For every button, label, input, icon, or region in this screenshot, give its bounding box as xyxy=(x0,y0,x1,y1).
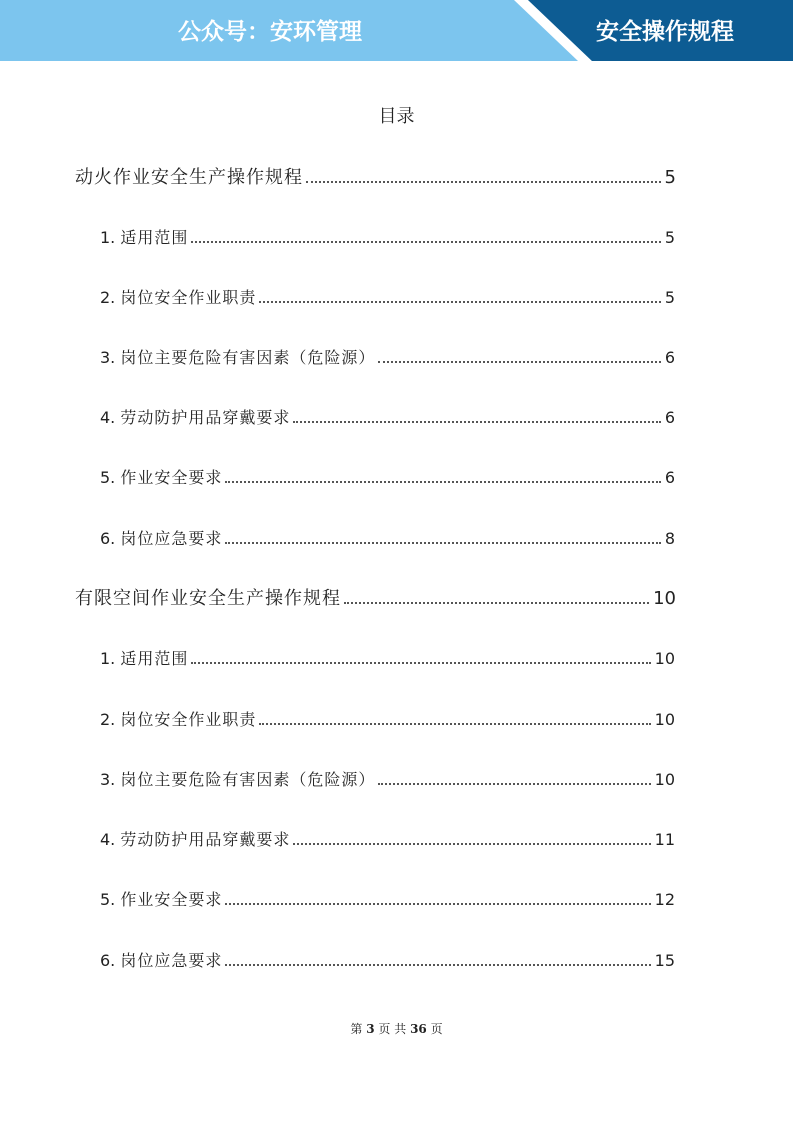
header-banner xyxy=(0,0,793,61)
toc-item-label: 作业安全要求 xyxy=(120,890,223,909)
toc-item-label: 岗位应急要求 xyxy=(120,951,223,970)
toc-item-number: 6. xyxy=(100,529,116,548)
toc-dot-leader xyxy=(225,542,660,544)
toc-dot-leader xyxy=(344,602,649,604)
header-doc-title: 安全操作规程 xyxy=(596,19,734,45)
toc-section-title: 动火作业安全生产操作规程 xyxy=(75,167,303,188)
toc-item[interactable] xyxy=(100,346,675,370)
toc-dot-leader xyxy=(259,301,660,303)
toc-section-2[interactable] xyxy=(75,587,676,611)
footer-suffix: 页 xyxy=(430,1022,443,1036)
toc-item-number: 3. xyxy=(100,770,116,789)
toc-item[interactable] xyxy=(100,708,675,732)
toc-page-number: 10 xyxy=(654,770,675,789)
toc-page-number: 6 xyxy=(664,468,675,487)
toc-section-title: 有限空间作业安全生产操作规程 xyxy=(75,588,341,609)
toc-dot-leader xyxy=(191,662,650,664)
toc-item[interactable] xyxy=(100,406,675,430)
toc-item-label: 适用范围 xyxy=(120,649,189,668)
toc-item-number: 4. xyxy=(100,830,116,849)
toc-item-number: 5. xyxy=(100,468,116,487)
toc-item[interactable] xyxy=(100,466,675,490)
toc-page-number: 10 xyxy=(654,710,675,729)
toc-section-1[interactable] xyxy=(75,166,676,190)
toc-item-number: 3. xyxy=(100,348,116,367)
toc-dot-leader xyxy=(225,964,650,966)
toc-item[interactable] xyxy=(100,226,675,250)
toc-item-label: 岗位主要危险有害因素（危险源） xyxy=(120,770,376,789)
toc-item[interactable] xyxy=(100,768,675,792)
toc-item-number: 2. xyxy=(100,288,116,307)
toc-item-number: 1. xyxy=(100,649,116,668)
toc-item[interactable] xyxy=(100,286,675,310)
toc-page-number: 12 xyxy=(654,890,675,909)
toc-page-number: 10 xyxy=(654,649,675,668)
toc-page-number: 10 xyxy=(653,588,676,609)
toc-dot-leader xyxy=(225,481,660,483)
toc-page-number: 15 xyxy=(654,951,675,970)
footer-total-pages: 36 xyxy=(410,1022,427,1036)
footer-current-page: 3 xyxy=(366,1022,375,1036)
toc-item[interactable] xyxy=(100,828,675,852)
footer-mid: 页 共 xyxy=(378,1022,407,1036)
toc-dot-leader xyxy=(225,903,650,905)
toc-page-number: 5 xyxy=(664,167,676,188)
toc-page-number: 8 xyxy=(664,529,675,548)
toc-item-label: 岗位安全作业职责 xyxy=(120,710,257,729)
toc-item[interactable] xyxy=(100,949,675,973)
toc-item-label: 劳动防护用品穿戴要求 xyxy=(120,408,291,427)
toc-item[interactable] xyxy=(100,527,675,551)
toc-page-number: 6 xyxy=(664,408,675,427)
toc-page-number: 11 xyxy=(654,830,675,849)
toc-item-label: 岗位主要危险有害因素（危险源） xyxy=(120,348,376,367)
toc-dot-leader xyxy=(293,843,650,845)
toc-dot-leader xyxy=(378,783,650,785)
toc-page-number: 5 xyxy=(664,288,675,307)
toc-item-label: 岗位安全作业职责 xyxy=(120,288,257,307)
toc-dot-leader xyxy=(378,361,660,363)
toc-item-number: 5. xyxy=(100,890,116,909)
toc-item-number: 1. xyxy=(100,228,116,247)
toc-title: 目录 xyxy=(378,106,415,127)
footer-prefix: 第 xyxy=(350,1022,363,1036)
toc-dot-leader xyxy=(259,723,650,725)
toc-item-number: 4. xyxy=(100,408,116,427)
toc-dot-leader xyxy=(191,241,660,243)
toc-page-number: 6 xyxy=(664,348,675,367)
header-account-name: 公众号：安环管理 xyxy=(178,19,362,45)
toc-item[interactable] xyxy=(100,888,675,912)
toc-item-number: 6. xyxy=(100,951,116,970)
toc-page-number: 5 xyxy=(664,228,675,247)
toc-item-label: 作业安全要求 xyxy=(120,468,223,487)
toc-item[interactable] xyxy=(100,647,675,671)
toc-item-label: 岗位应急要求 xyxy=(120,529,223,548)
toc-dot-leader xyxy=(293,421,660,423)
toc-item-number: 2. xyxy=(100,710,116,729)
toc-item-label: 适用范围 xyxy=(120,228,189,247)
toc-dot-leader xyxy=(306,181,661,183)
toc-item-label: 劳动防护用品穿戴要求 xyxy=(120,830,291,849)
page-footer xyxy=(0,1021,793,1037)
